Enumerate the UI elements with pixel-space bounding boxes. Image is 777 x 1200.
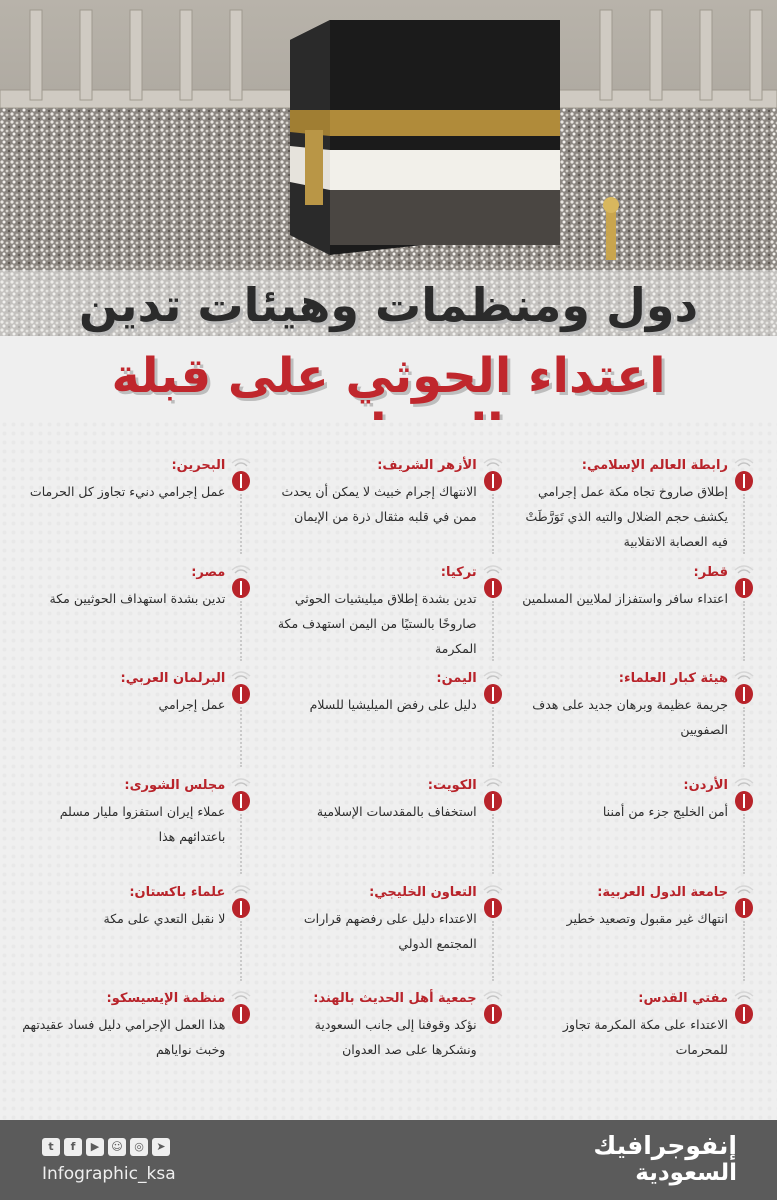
statement-item bbox=[16, 663, 253, 770]
signal-icon bbox=[481, 883, 505, 919]
statement-text: تدين بشدة استهداف الحوثيين مكة bbox=[49, 590, 226, 606]
page-title: دول ومنظمات وهيئات تدين bbox=[78, 278, 699, 332]
instagram-icon[interactable]: ◎ bbox=[130, 1138, 148, 1156]
statement-text: عملاء إيران استفزوا مليار مسلم باعتدائهم هذا bbox=[59, 803, 226, 844]
signal-icon bbox=[732, 669, 756, 705]
statement-item bbox=[519, 663, 756, 770]
brand-line1: إنفوجرافيك bbox=[593, 1131, 737, 1160]
hero-section bbox=[0, 0, 777, 420]
statement-item bbox=[519, 770, 756, 877]
statement-text: أمن الخليج جزء من أمننا bbox=[602, 803, 728, 819]
statement-item bbox=[267, 450, 504, 557]
statement-item bbox=[267, 663, 504, 770]
signal-icon bbox=[229, 563, 253, 599]
statement-source: البحرين: bbox=[171, 458, 226, 473]
signal-icon bbox=[481, 563, 505, 599]
statement-item bbox=[267, 770, 504, 877]
statement-item bbox=[16, 557, 253, 664]
statement-source: اليمن: bbox=[436, 671, 477, 687]
statement-source: مجلس الشورى: bbox=[124, 777, 226, 793]
statement-text: جريمة عظيمة وبرهان جديد على هدف الصفويين bbox=[532, 697, 728, 738]
statement-item bbox=[519, 877, 756, 984]
statement-source: علماء باكستان: bbox=[129, 884, 226, 900]
signal-icon bbox=[229, 669, 253, 705]
signal-icon bbox=[732, 883, 756, 919]
snapchat-icon[interactable]: ☺ bbox=[108, 1138, 126, 1156]
statement-item bbox=[267, 983, 504, 1090]
statement-item bbox=[519, 983, 756, 1090]
statement-source: تركيا: bbox=[440, 564, 477, 580]
statement-item bbox=[267, 877, 504, 984]
signal-icon bbox=[481, 669, 505, 705]
statement-source: قطر: bbox=[693, 564, 728, 580]
statement-source: الأزهر الشريف: bbox=[377, 458, 477, 473]
signal-icon bbox=[481, 456, 505, 492]
statement-text: اعتداء سافر واستفزاز لملايين المسلمين bbox=[522, 590, 728, 606]
statements-grid bbox=[16, 450, 756, 1090]
statement-text: تدين بشدة إطلاق ميليشيات الحوثي صاروخًا بالستيًا من اليمن استهدف مكة المكرمة bbox=[277, 590, 477, 656]
page-subtitle: اعتداء الحوثي على قبلة bbox=[111, 348, 666, 404]
twitter-icon[interactable]: t bbox=[42, 1138, 60, 1156]
statement-item bbox=[16, 770, 253, 877]
statement-text: إطلاق صاروخ تجاه مكة عمل إجرامي يكشف حجم الضلال والتيه الذي تَوَرَّطَتْ فيه العصابة الانقلابية bbox=[525, 484, 728, 549]
signal-icon bbox=[732, 456, 756, 492]
signal-icon bbox=[732, 776, 756, 812]
statement-source: جامعة الدول العربية: bbox=[597, 884, 728, 900]
social-handle[interactable]: Infographic_ksa bbox=[42, 1164, 176, 1184]
statement-text: انتهاك غير مقبول وتصعيد خطير bbox=[566, 910, 728, 926]
brand-line2: السعودية bbox=[635, 1160, 737, 1186]
statement-item bbox=[16, 450, 253, 557]
brand-logo bbox=[547, 1132, 737, 1186]
statement-text: نؤكد وقوفنا إلى جانب السعودية ونشكرها على صد العدوان bbox=[314, 1017, 477, 1058]
statement-item bbox=[267, 557, 504, 664]
signal-icon bbox=[229, 883, 253, 919]
statement-item bbox=[16, 877, 253, 984]
youtube-icon[interactable]: ▶ bbox=[86, 1138, 104, 1156]
signal-icon bbox=[732, 989, 756, 1025]
statement-text: هذا العمل الإجرامي دليل فساد عقيدتهم وخبث نواياهم bbox=[22, 1017, 226, 1058]
statement-source: مفتي القدس: bbox=[638, 991, 728, 1007]
signal-icon bbox=[481, 776, 505, 812]
signal-icon bbox=[229, 776, 253, 812]
statement-source: جمعية أهل الحديث بالهند: bbox=[313, 991, 477, 1007]
statement-source: منظمة الإيسيسكو: bbox=[106, 991, 226, 1007]
statement-source: رابطة العالم الإسلامي: bbox=[581, 458, 728, 473]
statement-text: الاعتداء على مكة المكرمة تجاوز للمحرمات bbox=[562, 1017, 728, 1058]
signal-icon bbox=[481, 989, 505, 1025]
statement-item bbox=[519, 450, 756, 557]
social-icons bbox=[42, 1138, 170, 1158]
signal-icon bbox=[229, 989, 253, 1025]
statement-item bbox=[519, 557, 756, 664]
statement-text: استخفاف بالمقدسات الإسلامية bbox=[316, 803, 477, 819]
statements-section bbox=[0, 420, 777, 1120]
statement-source: الكويت: bbox=[427, 777, 477, 793]
statement-source: التعاون الخليجي: bbox=[369, 884, 477, 900]
signal-icon bbox=[229, 456, 253, 492]
statement-text: الانتهاك إجرام خبيث لا يمكن أن يحدث ممن في قلبه مثقال ذرة من الإيمان bbox=[281, 484, 477, 524]
signal-icon bbox=[732, 563, 756, 599]
statement-text: الاعتداء دليل على رفضهم قرارات المجتمع الدولي bbox=[303, 910, 477, 951]
statement-item bbox=[16, 983, 253, 1090]
facebook-icon[interactable]: f bbox=[64, 1138, 82, 1156]
statement-text: عمل إجرامي bbox=[158, 697, 226, 713]
footer bbox=[0, 1120, 777, 1200]
statement-text: عمل إجرامي دنيء تجاوز كل الحرمات bbox=[29, 484, 226, 499]
statement-source: هيئة كبار العلماء: bbox=[618, 671, 728, 687]
statement-source: البرلمان العربي: bbox=[120, 671, 226, 687]
statement-text: لا نقبل التعدي على مكة bbox=[103, 910, 226, 926]
statement-source: مصر: bbox=[191, 564, 226, 580]
telegram-icon[interactable]: ➤ bbox=[152, 1138, 170, 1156]
statement-source: الأردن: bbox=[683, 777, 728, 793]
statement-text: دليل على رفض الميليشيا للسلام bbox=[309, 697, 477, 713]
